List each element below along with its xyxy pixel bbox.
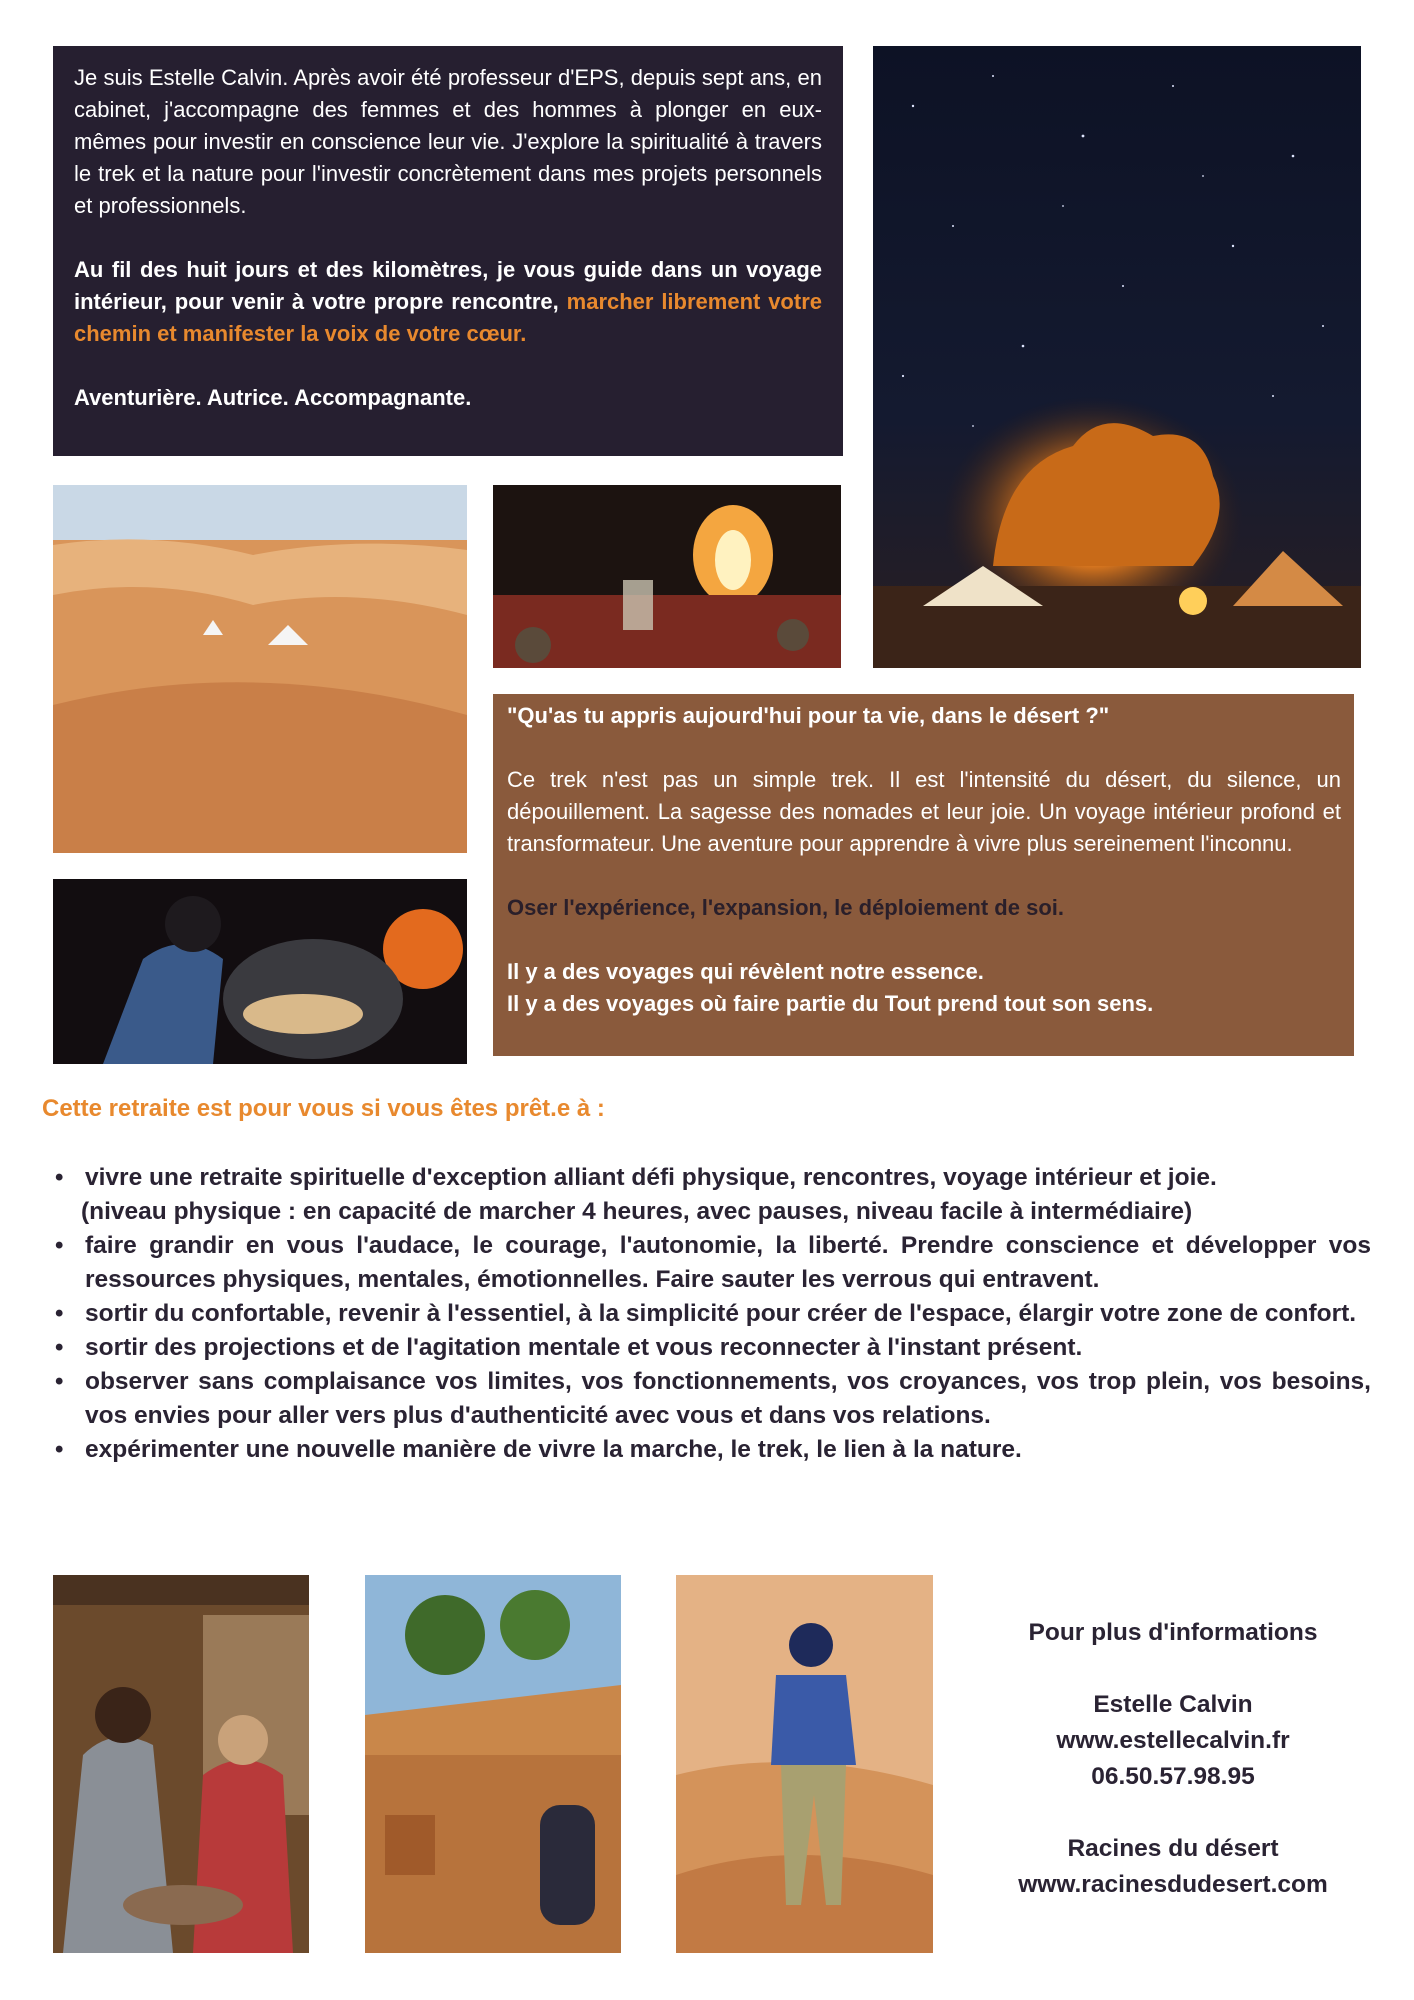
quote-line-1: Il y a des voyages qui révèlent notre essence. bbox=[507, 959, 984, 984]
dunes-tents-photo bbox=[53, 485, 467, 853]
kasbah-photo bbox=[365, 1575, 621, 1953]
bread-baking-photo bbox=[53, 879, 467, 1064]
quote-oser: Oser l'expérience, l'expansion, le déploiement de soi. bbox=[507, 895, 1064, 920]
hiker-photo bbox=[676, 1575, 933, 1953]
intro-guide-paragraph: Au fil des huit jours et des kilomètres, je vous guide dans un voyage intérieur, pour venir à votre propre rencontre, marcher librement votre chemin et manifester la voix de votre cœur. bbox=[74, 257, 822, 346]
intro-tagline: Aventurière. Autrice. Accompagnante. bbox=[74, 385, 472, 410]
list-item: • sortir du confortable, revenir à l'essentiel, à la simplicité pour créer de l'espace, élargir votre zone de confort. bbox=[43, 1297, 1371, 1331]
quote-box bbox=[493, 694, 1354, 1056]
list-item: • faire grandir en vous l'audace, le courage, l'autonomie, la liberté. Prendre conscience et développer vos ressources physiques, mentales, émotionnelles. Faire sauter les verrous qui entravent. bbox=[43, 1229, 1371, 1297]
night-camp-photo bbox=[873, 46, 1361, 668]
retreat-heading: Cette retraite est pour vous si vous êtes prêt.e à : bbox=[42, 1095, 605, 1122]
campfire-dinner-photo bbox=[493, 485, 841, 668]
intro-box bbox=[53, 46, 843, 456]
contact-name: Estelle Calvin bbox=[1093, 1691, 1253, 1718]
intro-highlight: marcher librement votre chemin et manifester la voix de votre cœur bbox=[74, 289, 822, 346]
retreat-list bbox=[43, 1161, 1371, 1467]
intro-paragraph: Je suis Estelle Calvin. Après avoir été professeur d'EPS, depuis sept ans, en cabinet, j'accompagne des femmes et des hommes à plonger en eux-mêmes pour investir en conscience leur vie. J'explore la spiritualité à travers le trek et la nature pour l'investir concrètement dans mes projets personnels et professionnels. bbox=[74, 65, 822, 218]
contact-heading: Pour plus d'informations bbox=[1028, 1619, 1318, 1646]
quote-paragraph: Ce trek n'est pas un simple trek. Il est l'intensité du désert, du silence, un dépouillement. La sagesse des nomades et leur joie. Un voyage intérieur profond et transformateur. Une aventure pour apprendre à vivre plus sereinement l'inconnu. bbox=[507, 767, 1341, 856]
pottery-photo bbox=[53, 1575, 309, 1953]
org-website[interactable]: www.racinesdudesert.com bbox=[1018, 1871, 1328, 1898]
org-name: Racines du désert bbox=[1067, 1835, 1279, 1862]
list-item: • expérimenter une nouvelle manière de vivre la marche, le trek, le lien à la nature. bbox=[43, 1433, 1371, 1467]
contact-phone[interactable]: 06.50.57.98.95 bbox=[1091, 1763, 1255, 1790]
contact-block bbox=[968, 1615, 1378, 1903]
quote-question: "Qu'as tu appris aujourd'hui pour ta vie, dans le désert ?" bbox=[507, 703, 1110, 728]
quote-line-2: Il y a des voyages où faire partie du Tout prend tout son sens. bbox=[507, 991, 1154, 1016]
list-item: • vivre une retraite spirituelle d'exception alliant défi physique, rencontres, voyage intérieur et joie. (niveau physique : en capacité de marcher 4 heures, avec pauses, niveau facile à intermédiaire) bbox=[43, 1161, 1371, 1229]
list-item: • observer sans complaisance vos limites, vos fonctionnements, vos croyances, vos trop plein, vos besoins, vos envies pour aller vers plus d'authenticité avec vous et dans vos relations. bbox=[43, 1365, 1371, 1433]
list-item: • sortir des projections et de l'agitation mentale et vous reconnecter à l'instant présent. bbox=[43, 1331, 1371, 1365]
contact-website[interactable]: www.estellecalvin.fr bbox=[1056, 1727, 1290, 1754]
